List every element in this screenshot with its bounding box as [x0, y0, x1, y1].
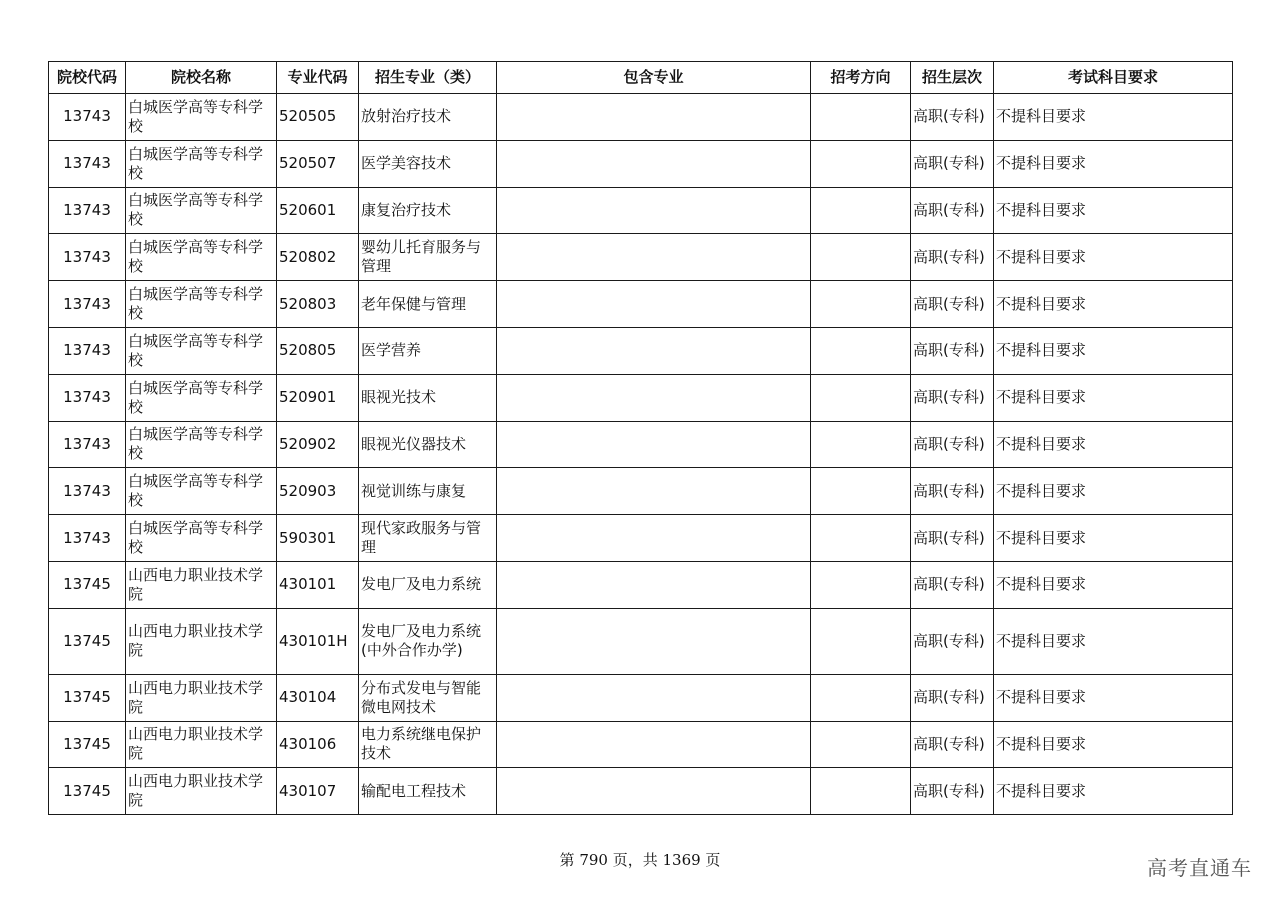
level-cell: 高职(专科): [911, 187, 994, 234]
major-code-cell: 520601: [277, 187, 359, 234]
table-row: [49, 561, 1233, 608]
requirement-cell: 不提科目要求: [994, 608, 1233, 674]
includes-cell: [497, 94, 811, 141]
school-name-cell: 白城医学高等专科学校: [126, 187, 277, 234]
school-code-cell: 13743: [49, 187, 126, 234]
header-major-code: 专业代码: [277, 62, 359, 94]
table-row: [49, 234, 1233, 281]
major-cell: 眼视光仪器技术: [359, 421, 497, 468]
requirement-cell: 不提科目要求: [994, 721, 1233, 768]
school-code-cell: 13745: [49, 768, 126, 815]
includes-cell: [497, 515, 811, 562]
school-name-cell: 白城医学高等专科学校: [126, 140, 277, 187]
requirement-cell: 不提科目要求: [994, 561, 1233, 608]
major-cell: 医学美容技术: [359, 140, 497, 187]
school-code-cell: 13743: [49, 421, 126, 468]
major-code-cell: 520507: [277, 140, 359, 187]
requirement-cell: 不提科目要求: [994, 327, 1233, 374]
school-name-cell: 山西电力职业技术学院: [126, 721, 277, 768]
major-code-cell: 520805: [277, 327, 359, 374]
includes-cell: [497, 281, 811, 328]
major-code-cell: 520903: [277, 468, 359, 515]
major-cell: 婴幼儿托育服务与管理: [359, 234, 497, 281]
school-code-cell: 13743: [49, 327, 126, 374]
major-code-cell: 590301: [277, 515, 359, 562]
major-cell: 输配电工程技术: [359, 768, 497, 815]
direction-cell: [811, 515, 911, 562]
level-cell: 高职(专科): [911, 327, 994, 374]
level-cell: 高职(专科): [911, 234, 994, 281]
direction-cell: [811, 561, 911, 608]
school-code-cell: 13743: [49, 140, 126, 187]
school-name-cell: 白城医学高等专科学校: [126, 468, 277, 515]
major-code-cell: 430101H: [277, 608, 359, 674]
requirement-cell: 不提科目要求: [994, 674, 1233, 721]
major-cell: 电力系统继电保护技术: [359, 721, 497, 768]
school-name-cell: 山西电力职业技术学院: [126, 768, 277, 815]
level-cell: 高职(专科): [911, 721, 994, 768]
table-row: [49, 421, 1233, 468]
requirement-cell: 不提科目要求: [994, 234, 1233, 281]
header-requirement: 考试科目要求: [994, 62, 1233, 94]
direction-cell: [811, 94, 911, 141]
major-cell: 放射治疗技术: [359, 94, 497, 141]
requirement-cell: 不提科目要求: [994, 768, 1233, 815]
major-cell: 分布式发电与智能微电网技术: [359, 674, 497, 721]
major-code-cell: 430107: [277, 768, 359, 815]
table-row: [49, 187, 1233, 234]
direction-cell: [811, 281, 911, 328]
school-name-cell: 山西电力职业技术学院: [126, 674, 277, 721]
table-row: [49, 374, 1233, 421]
major-cell: 老年保健与管理: [359, 281, 497, 328]
school-code-cell: 13745: [49, 561, 126, 608]
header-row: [49, 62, 1233, 94]
header-level: 招生层次: [911, 62, 994, 94]
level-cell: 高职(专科): [911, 421, 994, 468]
table-row: [49, 327, 1233, 374]
includes-cell: [497, 234, 811, 281]
header-major: 招生专业（类）: [359, 62, 497, 94]
major-cell: 发电厂及电力系统: [359, 561, 497, 608]
level-cell: 高职(专科): [911, 768, 994, 815]
header-school-name: 院校名称: [126, 62, 277, 94]
requirement-cell: 不提科目要求: [994, 94, 1233, 141]
school-code-cell: 13743: [49, 94, 126, 141]
school-code-cell: 13743: [49, 374, 126, 421]
direction-cell: [811, 421, 911, 468]
school-code-cell: 13745: [49, 674, 126, 721]
header-school-code: 院校代码: [49, 62, 126, 94]
direction-cell: [811, 721, 911, 768]
table-row: [49, 281, 1233, 328]
major-code-cell: 520901: [277, 374, 359, 421]
major-code-cell: 430101: [277, 561, 359, 608]
school-name-cell: 白城医学高等专科学校: [126, 421, 277, 468]
requirement-cell: 不提科目要求: [994, 187, 1233, 234]
major-cell: 眼视光技术: [359, 374, 497, 421]
direction-cell: [811, 140, 911, 187]
table-row: [49, 608, 1233, 674]
includes-cell: [497, 374, 811, 421]
school-code-cell: 13743: [49, 515, 126, 562]
school-code-cell: 13743: [49, 281, 126, 328]
requirement-cell: 不提科目要求: [994, 140, 1233, 187]
requirement-cell: 不提科目要求: [994, 374, 1233, 421]
watermark-text: 高考直通车: [1147, 856, 1252, 880]
school-name-cell: 山西电力职业技术学院: [126, 561, 277, 608]
level-cell: 高职(专科): [911, 515, 994, 562]
major-cell: 现代家政服务与管理: [359, 515, 497, 562]
school-name-cell: 山西电力职业技术学院: [126, 608, 277, 674]
level-cell: 高职(专科): [911, 281, 994, 328]
admissions-table: [48, 61, 1233, 815]
direction-cell: [811, 374, 911, 421]
school-name-cell: 白城医学高等专科学校: [126, 374, 277, 421]
header-direction: 招考方向: [811, 62, 911, 94]
includes-cell: [497, 674, 811, 721]
includes-cell: [497, 768, 811, 815]
page-number: 第 790 页，共 1369 页: [559, 851, 721, 869]
level-cell: 高职(专科): [911, 674, 994, 721]
direction-cell: [811, 327, 911, 374]
table-body: [49, 94, 1233, 815]
requirement-cell: 不提科目要求: [994, 468, 1233, 515]
includes-cell: [497, 140, 811, 187]
school-name-cell: 白城医学高等专科学校: [126, 327, 277, 374]
major-code-cell: 430104: [277, 674, 359, 721]
header-includes: 包含专业: [497, 62, 811, 94]
requirement-cell: 不提科目要求: [994, 281, 1233, 328]
level-cell: 高职(专科): [911, 94, 994, 141]
direction-cell: [811, 234, 911, 281]
school-name-cell: 白城医学高等专科学校: [126, 515, 277, 562]
major-code-cell: 520803: [277, 281, 359, 328]
major-code-cell: 520902: [277, 421, 359, 468]
includes-cell: [497, 327, 811, 374]
major-cell: 康复治疗技术: [359, 187, 497, 234]
requirement-cell: 不提科目要求: [994, 515, 1233, 562]
table-row: [49, 674, 1233, 721]
major-cell: 视觉训练与康复: [359, 468, 497, 515]
direction-cell: [811, 768, 911, 815]
table-row: [49, 140, 1233, 187]
school-code-cell: 13743: [49, 234, 126, 281]
direction-cell: [811, 187, 911, 234]
table-row: [49, 94, 1233, 141]
includes-cell: [497, 721, 811, 768]
table-row: [49, 721, 1233, 768]
school-code-cell: 13745: [49, 721, 126, 768]
table-row: [49, 768, 1233, 815]
major-cell: 发电厂及电力系统(中外合作办学): [359, 608, 497, 674]
level-cell: 高职(专科): [911, 561, 994, 608]
school-name-cell: 白城医学高等专科学校: [126, 281, 277, 328]
direction-cell: [811, 468, 911, 515]
level-cell: 高职(专科): [911, 468, 994, 515]
includes-cell: [497, 468, 811, 515]
school-name-cell: 白城医学高等专科学校: [126, 234, 277, 281]
school-code-cell: 13745: [49, 608, 126, 674]
level-cell: 高职(专科): [911, 140, 994, 187]
direction-cell: [811, 608, 911, 674]
direction-cell: [811, 674, 911, 721]
includes-cell: [497, 608, 811, 674]
school-name-cell: 白城医学高等专科学校: [126, 94, 277, 141]
table-row: [49, 515, 1233, 562]
major-cell: 医学营养: [359, 327, 497, 374]
requirement-cell: 不提科目要求: [994, 421, 1233, 468]
school-code-cell: 13743: [49, 468, 126, 515]
level-cell: 高职(专科): [911, 374, 994, 421]
table-row: [49, 468, 1233, 515]
major-code-cell: 430106: [277, 721, 359, 768]
major-code-cell: 520802: [277, 234, 359, 281]
level-cell: 高职(专科): [911, 608, 994, 674]
major-code-cell: 520505: [277, 94, 359, 141]
includes-cell: [497, 561, 811, 608]
includes-cell: [497, 187, 811, 234]
includes-cell: [497, 421, 811, 468]
